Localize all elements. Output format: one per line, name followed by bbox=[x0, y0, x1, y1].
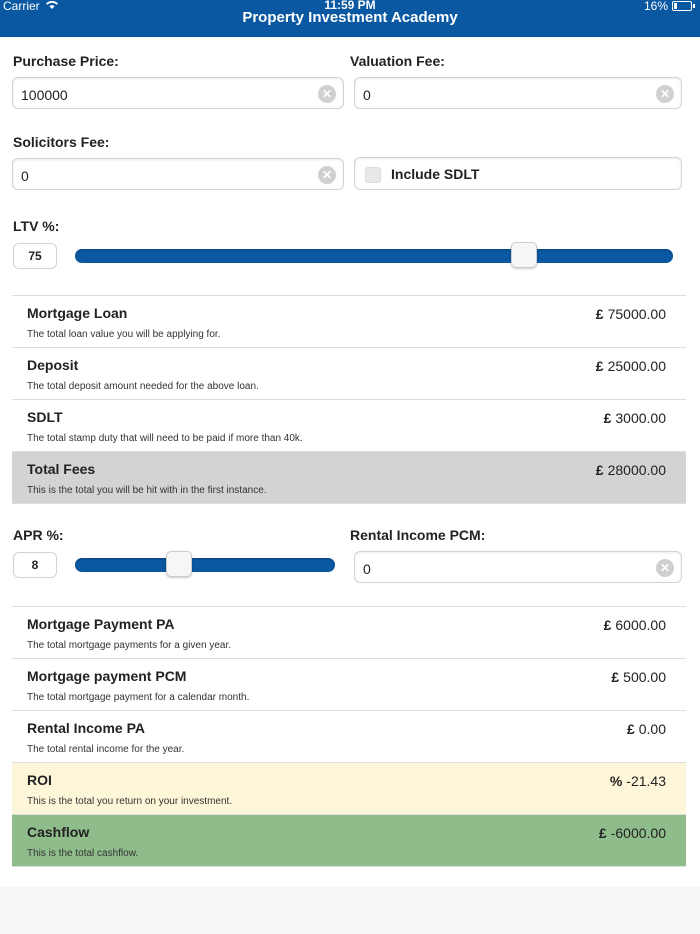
list-item bbox=[12, 400, 686, 452]
footer-area bbox=[0, 887, 700, 934]
result-description: The total mortgage payment for a calendar month. bbox=[27, 692, 250, 703]
list-item bbox=[12, 607, 686, 659]
result-value-wrap bbox=[596, 462, 666, 478]
result-value-wrap bbox=[596, 306, 666, 322]
result-title: Deposit bbox=[27, 357, 79, 373]
app-title: Property Investment Academy bbox=[242, 9, 458, 26]
status-time: 11:59 PM bbox=[324, 0, 376, 12]
cashflow-row bbox=[12, 815, 686, 867]
result-description: This is the total cashflow. bbox=[27, 848, 139, 859]
apr-label: APR %: bbox=[13, 527, 64, 543]
clear-icon[interactable]: ✕ bbox=[318, 166, 336, 184]
result-value-wrap bbox=[610, 773, 666, 789]
purchase-price-label: Purchase Price: bbox=[13, 53, 119, 69]
result-title: Rental Income PA bbox=[27, 720, 145, 736]
result-value-wrap bbox=[599, 825, 666, 841]
include-sdlt-label: Include SDLT bbox=[391, 166, 480, 182]
result-value: 75000.00 bbox=[607, 306, 666, 322]
solicitors-fee-label: Solicitors Fee: bbox=[13, 134, 110, 150]
navigation-bar bbox=[0, 0, 700, 37]
result-description: The total rental income for the year. bbox=[27, 744, 185, 755]
currency-symbol: £ bbox=[598, 825, 607, 841]
valuation-fee-label: Valuation Fee: bbox=[350, 53, 445, 69]
result-value: -6000.00 bbox=[610, 825, 666, 841]
purchase-price-input[interactable] bbox=[19, 84, 313, 106]
result-value: 500.00 bbox=[623, 669, 666, 685]
valuation-fee-input[interactable] bbox=[361, 84, 651, 106]
result-value-wrap bbox=[604, 617, 666, 633]
rental-income-pcm-field[interactable] bbox=[354, 551, 682, 583]
total-fees-row bbox=[12, 452, 686, 504]
list-item bbox=[12, 348, 686, 400]
currency-symbol: £ bbox=[595, 462, 604, 478]
result-value: -21.43 bbox=[626, 773, 666, 789]
rental-income-pcm-input[interactable] bbox=[361, 558, 651, 580]
list-item bbox=[12, 711, 686, 763]
clear-icon[interactable]: ✕ bbox=[318, 85, 336, 103]
currency-symbol: % bbox=[609, 773, 623, 789]
result-value-wrap bbox=[611, 669, 666, 685]
result-value: 28000.00 bbox=[607, 462, 666, 478]
ltv-slider[interactable] bbox=[75, 249, 673, 263]
list-item bbox=[12, 659, 686, 711]
solicitors-fee-field[interactable] bbox=[12, 158, 344, 190]
result-value-wrap bbox=[596, 358, 666, 374]
checkbox-icon[interactable] bbox=[365, 167, 381, 183]
purchase-price-field[interactable] bbox=[12, 77, 344, 109]
result-description: The total stamp duty that will need to be paid if more than 40k. bbox=[27, 433, 303, 444]
result-value-wrap bbox=[627, 721, 666, 737]
result-value: 25000.00 bbox=[607, 358, 666, 374]
ltv-label: LTV %: bbox=[13, 218, 60, 234]
result-title: Cashflow bbox=[27, 824, 90, 840]
currency-symbol: £ bbox=[603, 617, 612, 633]
currency-symbol: £ bbox=[595, 306, 604, 322]
returns-results-list bbox=[12, 606, 686, 867]
roi-row bbox=[12, 763, 686, 815]
currency-symbol: £ bbox=[595, 358, 604, 374]
ltv-value: 75 bbox=[13, 243, 57, 269]
result-title: Mortgage Payment PA bbox=[27, 616, 175, 632]
result-description: The total mortgage payments for a given year. bbox=[27, 640, 231, 651]
include-sdlt-checkbox[interactable] bbox=[354, 157, 682, 190]
valuation-fee-field[interactable] bbox=[354, 77, 682, 109]
result-title: ROI bbox=[27, 772, 52, 788]
result-description: This is the total you will be hit with in the first instance. bbox=[27, 485, 267, 496]
currency-symbol: £ bbox=[603, 410, 612, 426]
battery-percent: 16% bbox=[643, 0, 668, 13]
apr-value: 8 bbox=[13, 552, 57, 578]
result-value-wrap bbox=[604, 410, 666, 426]
result-description: The total loan value you will be applying for. bbox=[27, 329, 221, 340]
carrier-label: Carrier bbox=[3, 0, 40, 13]
currency-symbol: £ bbox=[626, 721, 635, 737]
apr-slider-thumb[interactable] bbox=[166, 551, 192, 577]
solicitors-fee-input[interactable] bbox=[19, 165, 313, 187]
result-title: Mortgage Loan bbox=[27, 305, 128, 321]
result-value: 3000.00 bbox=[615, 410, 666, 426]
result-value: 6000.00 bbox=[615, 617, 666, 633]
ltv-slider-thumb[interactable] bbox=[511, 242, 537, 268]
loan-results-list bbox=[12, 295, 686, 504]
result-title: Mortgage payment PCM bbox=[27, 668, 187, 684]
result-title: SDLT bbox=[27, 409, 63, 425]
result-description: This is the total you return on your investment. bbox=[27, 796, 233, 807]
rental-income-pcm-label: Rental Income PCM: bbox=[350, 527, 486, 543]
list-item bbox=[12, 296, 686, 348]
result-value: 0.00 bbox=[638, 721, 666, 737]
clear-icon[interactable]: ✕ bbox=[656, 559, 674, 577]
clear-icon[interactable]: ✕ bbox=[656, 85, 674, 103]
result-description: The total deposit amount needed for the above loan. bbox=[27, 381, 259, 392]
currency-symbol: £ bbox=[611, 669, 620, 685]
apr-slider[interactable] bbox=[75, 558, 335, 572]
result-title: Total Fees bbox=[27, 461, 96, 477]
